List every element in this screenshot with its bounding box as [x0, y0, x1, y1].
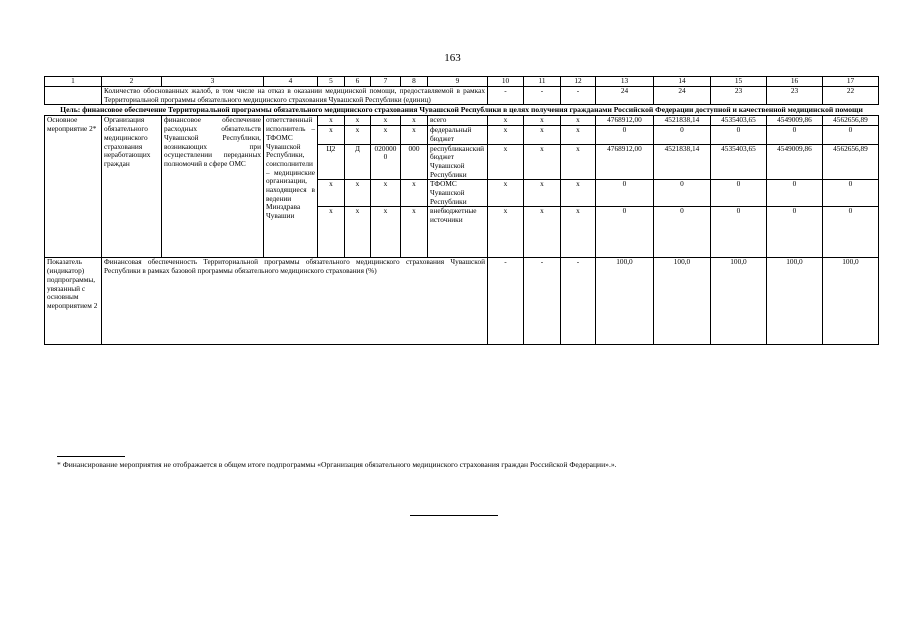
table-cell: 0200000: [371, 144, 401, 180]
table-cell: x: [401, 116, 428, 126]
event-executor: ответственный исполнитель – ТФОМС Чувашской Республики, соисполнители – медицинские организации, находящиеся в ведении Минздрава Чувашии: [264, 116, 318, 258]
header-cell: 17: [823, 77, 879, 87]
table-cell: -: [488, 87, 524, 105]
table-cell: x: [345, 126, 371, 144]
table-cell: 4521838,14: [654, 144, 711, 180]
table-cell: 0: [767, 207, 823, 258]
table-cell: -: [561, 87, 596, 105]
event-description: финансовое обеспечение расходных обязательств Чувашской Республики, возникающих при осуществлении переданных полномочий в сфере ОМС: [162, 116, 264, 258]
header-cell: 14: [654, 77, 711, 87]
header-cell: 10: [488, 77, 524, 87]
table-cell: x: [371, 126, 401, 144]
table-cell: 100,0: [596, 258, 654, 345]
table-cell: 100,0: [654, 258, 711, 345]
table-cell: x: [524, 116, 561, 126]
table-cell: x: [318, 207, 345, 258]
table-cell: Ц2: [318, 144, 345, 180]
table-cell: 4562656,89: [823, 116, 879, 126]
program-table: [44, 76, 879, 345]
table-cell: x: [371, 180, 401, 207]
header-cell: 1: [45, 77, 102, 87]
table-cell: x: [524, 144, 561, 180]
table-cell: x: [371, 116, 401, 126]
goal-heading: Цель: финансовое обеспечение Территориальной программы обязательного медицинского страхования Чувашской Республики в целях получения гражданами Российской Федерации доступной и качественной медицинской помощи: [60, 105, 863, 115]
table-cell: 0: [654, 180, 711, 207]
table-cell: 24: [654, 87, 711, 105]
table-cell: 4521838,14: [654, 116, 711, 126]
table-cell: 4768912,00: [596, 116, 654, 126]
table-cell: 23: [711, 87, 767, 105]
table-cell: 100,0: [711, 258, 767, 345]
table-cell: 0: [596, 126, 654, 144]
table-cell: x: [345, 180, 371, 207]
table-cell: -: [561, 258, 596, 345]
complaints-indicator-text: Количество обоснованных жалоб, в том числе на отказ в оказании медицинской помощи, предоставляемой в рамках Территориальной программы обязательного медицинского страхования Чувашской Республики (единиц): [102, 87, 488, 105]
table-cell: 0: [823, 207, 879, 258]
table-cell: 0: [654, 126, 711, 144]
table-cell: 4562656,89: [823, 144, 879, 180]
table-cell: x: [345, 207, 371, 258]
table-cell: 4549009,86: [767, 116, 823, 126]
table-cell: x: [524, 126, 561, 144]
header-cell: 9: [428, 77, 488, 87]
table-cell: 0: [596, 180, 654, 207]
table-cell: -: [488, 258, 524, 345]
table-cell: 22: [823, 87, 879, 105]
table-cell: x: [524, 180, 561, 207]
funding-source: республиканский бюджет Чувашской Республики: [428, 144, 488, 180]
indicator-row: [45, 258, 879, 345]
table-cell: 100,0: [767, 258, 823, 345]
header-cell: 15: [711, 77, 767, 87]
header-cell: 16: [767, 77, 823, 87]
event-title: Основное мероприятие 2*: [45, 116, 102, 258]
table-cell: 4535403,65: [711, 144, 767, 180]
table-cell: 4549009,86: [767, 144, 823, 180]
goal-row: [45, 105, 879, 116]
header-cell: 3: [162, 77, 264, 87]
header-cell: 13: [596, 77, 654, 87]
table-cell: x: [561, 126, 596, 144]
table-cell: 4768912,00: [596, 144, 654, 180]
event-row: [45, 116, 879, 126]
table-cell: x: [488, 126, 524, 144]
table-cell: x: [488, 144, 524, 180]
header-cell: 8: [401, 77, 428, 87]
indicator-text: Финансовая обеспеченность Территориальной программы обязательного медицинского страхования Чувашской Республики в рамках базовой программы обязательного медицинского страхования (%): [102, 258, 488, 345]
footnote: * Финансирование мероприятия не отображается в общем итоге подпрограммы «Организация обязательного медицинского страхования граждан Российской Федерации».».: [57, 460, 617, 469]
table-cell: x: [488, 180, 524, 207]
table-cell: x: [401, 207, 428, 258]
end-divider: [410, 515, 498, 516]
table-cell: 0: [711, 126, 767, 144]
header-cell: 12: [561, 77, 596, 87]
table-cell: 0: [711, 207, 767, 258]
event-name: Организация обязательного медицинского страхования неработающих граждан: [102, 116, 162, 258]
table-cell: x: [318, 116, 345, 126]
header-cell: 5: [318, 77, 345, 87]
table-cell: 4535403,65: [711, 116, 767, 126]
table-cell: 0: [596, 207, 654, 258]
table-cell: 0: [654, 207, 711, 258]
indicator-label: Показатель (индикатор) подпрограммы, увязанный с основным мероприятием 2: [45, 258, 102, 345]
table-cell: 100,0: [823, 258, 879, 345]
table-cell: 0: [823, 126, 879, 144]
table-cell: 0: [823, 180, 879, 207]
funding-source: внебюджетные источники: [428, 207, 488, 258]
header-cell: 2: [102, 77, 162, 87]
funding-source: всего: [428, 116, 488, 126]
table-cell: 000: [401, 144, 428, 180]
table-cell: 24: [596, 87, 654, 105]
funding-source: федеральный бюджет: [428, 126, 488, 144]
table-cell: x: [524, 207, 561, 258]
table-cell: x: [488, 116, 524, 126]
table-cell: x: [561, 180, 596, 207]
table-cell: x: [561, 144, 596, 180]
table-cell: x: [371, 207, 401, 258]
funding-source: ТФОМС Чувашской Республики: [428, 180, 488, 207]
table-cell: x: [561, 207, 596, 258]
table-cell: Д: [345, 144, 371, 180]
table-cell: x: [345, 116, 371, 126]
footnote-divider: [57, 456, 125, 457]
complaints-row: [45, 87, 879, 105]
header-cell: 11: [524, 77, 561, 87]
header-cell: 4: [264, 77, 318, 87]
table-cell: x: [318, 126, 345, 144]
header-cell: 7: [371, 77, 401, 87]
table-cell: 0: [767, 126, 823, 144]
table-cell: x: [488, 207, 524, 258]
table-cell: 0: [711, 180, 767, 207]
table-cell: x: [561, 116, 596, 126]
table-cell: -: [524, 87, 561, 105]
header-row: [45, 77, 879, 87]
page-number: 163: [444, 52, 461, 64]
header-cell: 6: [345, 77, 371, 87]
table-cell: x: [318, 180, 345, 207]
table-cell: -: [524, 258, 561, 345]
table-cell: x: [401, 126, 428, 144]
table-cell: 0: [767, 180, 823, 207]
table-cell: x: [401, 180, 428, 207]
table-cell: 23: [767, 87, 823, 105]
